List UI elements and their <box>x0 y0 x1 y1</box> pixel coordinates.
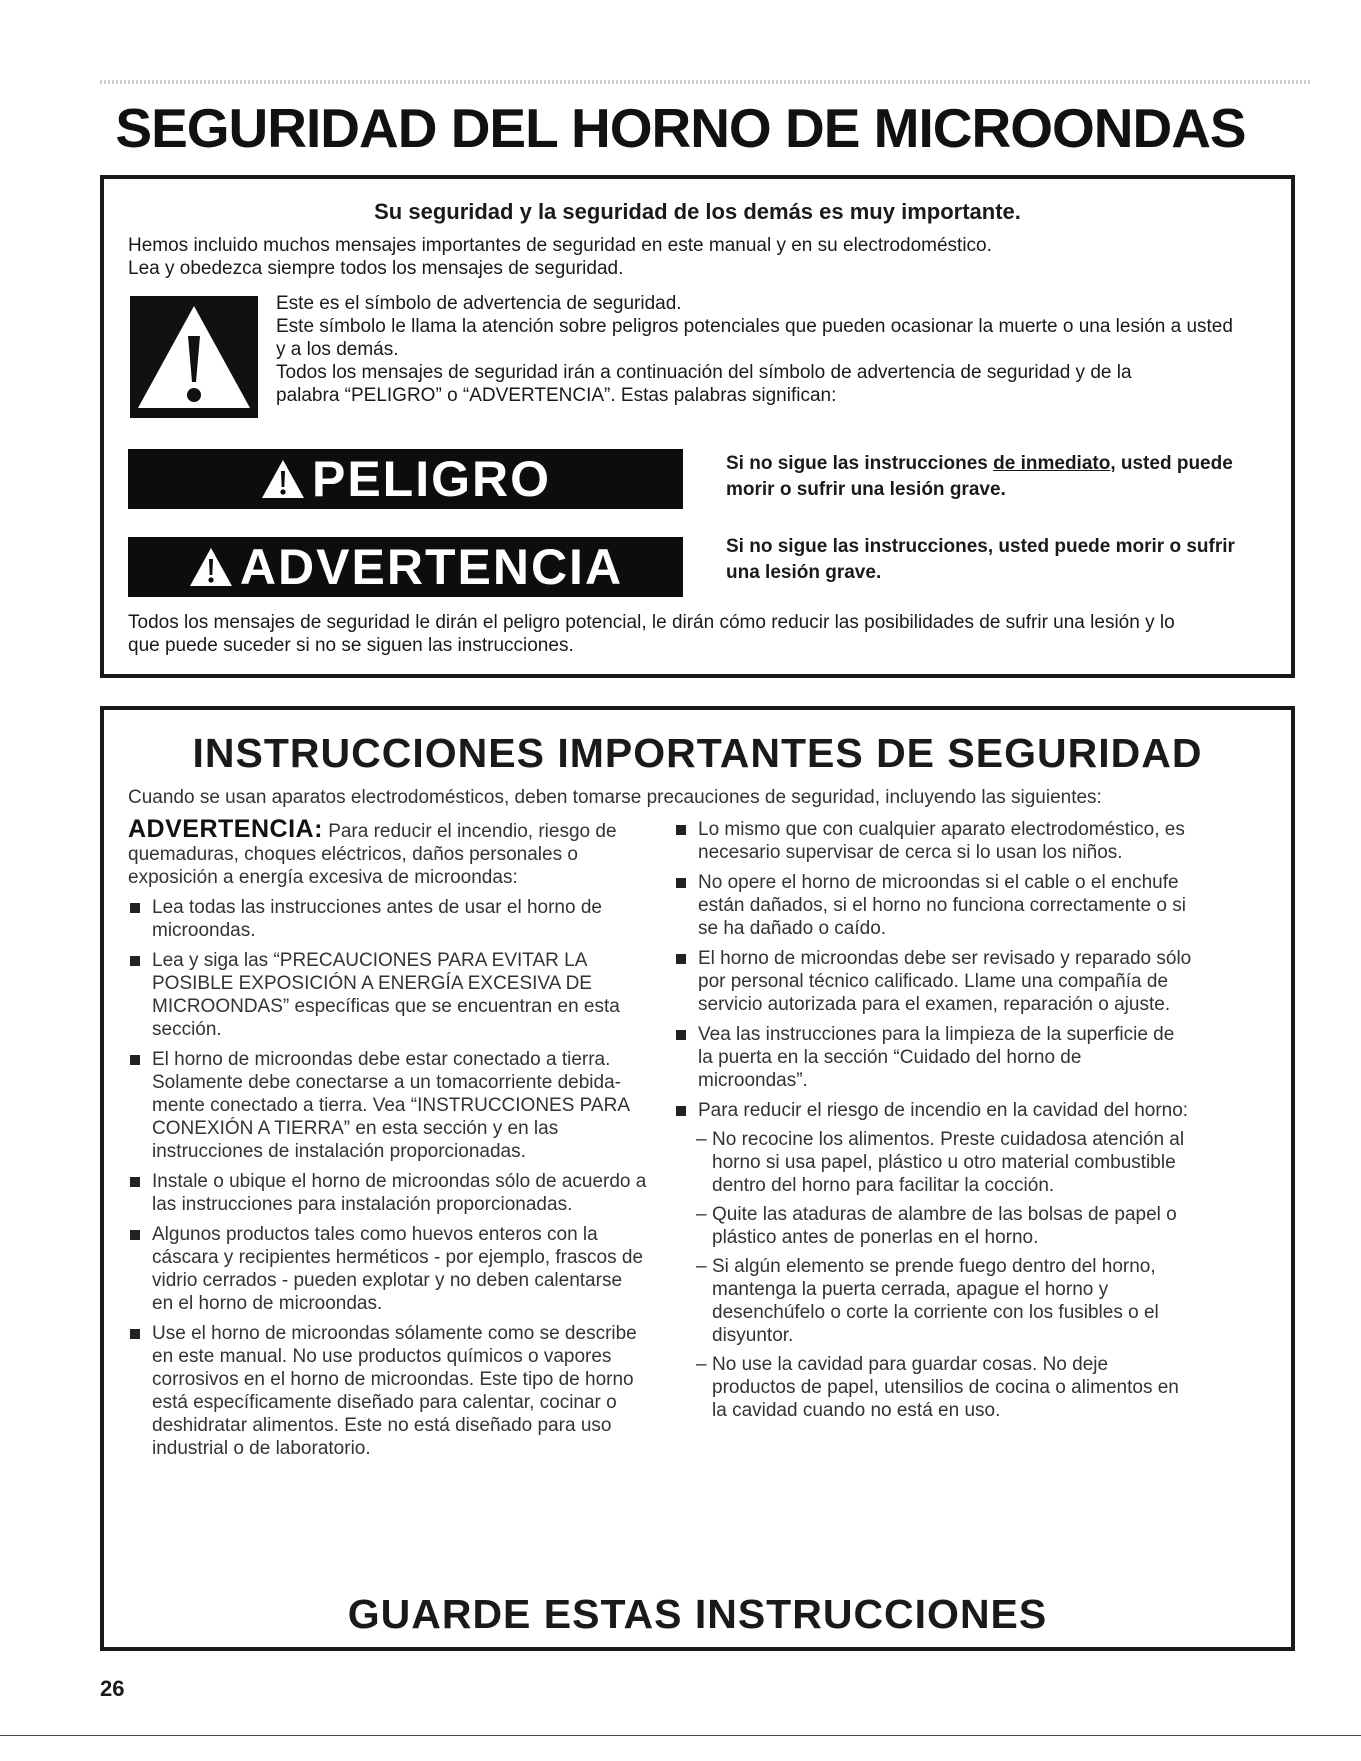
list-item: Lea y siga las “PRECAUCIONES PARA EVITAR LA POSIBLE EXPOSICIÓN A ENERGÍA EXCESIVA DE MICROONDAS” específicas que se encuentran en esta sección. <box>128 949 648 1041</box>
sub-list-item: – Quite las ataduras de alambre de las bolsas de papel o plástico antes de ponerlas en el horno. <box>696 1204 1177 1248</box>
list-item: No opere el horno de microondas si el cable o el enchufe están dañados, si el horno no funciona correctamente o si se ha dañado o caído. <box>674 871 1194 940</box>
advertencia-text: Para reducir el incendio, riesgo de quemaduras, choques eléctricos, daños personales o exposición a energía excesiva de microondas: <box>128 821 617 888</box>
bottom-rule <box>0 1735 1361 1736</box>
symbol-text-1: Este es el símbolo de advertencia de seguridad. <box>276 293 682 314</box>
important-instructions-box <box>100 706 1295 1651</box>
list-item: Algunos productos tales como huevos enteros con la cáscara y recipientes herméticos - por ejemplo, frascos de vidrio cerrados - pueden explotar y no deben calentarse en el horno de microondas. <box>128 1223 648 1315</box>
list-item: El horno de microondas debe estar conectado a tierra. Solamente debe conectarse a un tomacorriente debida-mente conectado a tierra. Vea “INSTRUCCIONES PARA CONEXIÓN A TIERRA” en esta sección y en las instrucciones de instalación proporcionadas. <box>128 1048 648 1163</box>
warning-signal-bar <box>128 537 683 597</box>
instructions-title: INSTRUCCIONES IMPORTANTES DE SEGURIDAD <box>192 730 1203 776</box>
danger-definition <box>726 451 1266 503</box>
list-item: Instale o ubique el horno de microondas sólo de acuerdo a las instrucciones para instalación proporcionadas. <box>128 1170 648 1216</box>
symbol-text-2: Este símbolo le llama la atención sobre peligros potenciales que pueden ocasionar la muerte o una lesión a usted y a los demás. <box>276 316 1233 360</box>
list-item: Use el horno de microondas sólamente como se describe en este manual. No use productos químicos o vapores corrosivos en el horno de microondas. Este tipo de horno está específicamente diseñado para calentar, cocinar o deshidratar alimentos. Este no está diseñado para uso industrial o de laboratorio. <box>128 1322 648 1460</box>
bullet-icon <box>676 878 686 888</box>
save-instructions-heading: GUARDE ESTAS INSTRUCCIONES <box>347 1591 1048 1637</box>
warning-definition: Si no sigue las instrucciones, usted puede morir o sufrir una lesión grave. <box>726 536 1235 583</box>
bullet-icon <box>676 954 686 964</box>
safety-subtitle: Su seguridad y la seguridad de los demás es muy importante. <box>374 199 1021 224</box>
danger-signal-bar <box>128 449 683 509</box>
warning-label: ADVERTENCIA <box>239 539 624 595</box>
safety-closing: Todos los mensajes de seguridad le dirán el peligro potencial, le dirán cómo reducir las posibilidades de sufrir una lesión y lo que puede suceder si no se siguen las instrucciones. <box>128 612 1175 656</box>
bullet-icon <box>130 1177 140 1187</box>
list-item: Lea todas las instrucciones antes de usar el horno de microondas. <box>128 896 648 942</box>
danger-def-post: , usted puede morir o sufrir una lesión grave. <box>726 453 1233 500</box>
danger-triangle-icon <box>260 458 306 500</box>
warning-triangle-icon <box>188 546 234 588</box>
bullet-icon <box>130 1055 140 1065</box>
bullet-icon <box>676 1106 686 1116</box>
list-item: Para reducir el riesgo de incendio en la cavidad del horno: <box>674 1099 1194 1122</box>
safety-intro-line2: Lea y obedezca siempre todos los mensajes de seguridad. <box>128 258 624 279</box>
instructions-intro: Cuando se usan aparatos electrodomésticos, deben tomarse precauciones de seguridad, incluyendo las siguientes: <box>128 787 1102 808</box>
bullet-icon <box>676 825 686 835</box>
page-number: 26 <box>100 1676 125 1701</box>
sub-list-item: – No recocine los alimentos. Preste cuidadosa atención al horno si usa papel, plástico u otro material combustible dentro del horno para facilitar la cocción. <box>696 1129 1185 1196</box>
bullet-icon <box>130 1230 140 1240</box>
bullet-icon <box>676 1030 686 1040</box>
safety-message-box <box>100 175 1295 678</box>
advertencia-lead <box>128 815 648 889</box>
list-item: Vea las instrucciones para la limpieza de la superficie de la puerta en la sección “Cuidado del horno de microondas”. <box>674 1023 1194 1092</box>
instructions-right-column <box>674 818 1194 1422</box>
advertencia-label: ADVERTENCIA: <box>128 815 323 843</box>
top-dotted-rule <box>100 80 1310 84</box>
bullet-icon <box>130 1329 140 1339</box>
list-item: El horno de microondas debe ser revisado y reparado sólo por personal técnico calificado. Llame una compañía de servicio autorizada para el examen, reparación o ajuste. <box>674 947 1194 1016</box>
bullet-icon <box>130 903 140 913</box>
list-item: Lo mismo que con cualquier aparato electrodoméstico, es necesario supervisar de cerca si lo usan los niños. <box>674 818 1194 864</box>
safety-alert-symbol-icon <box>130 296 258 418</box>
bullet-icon <box>130 956 140 966</box>
symbol-text-3: Todos los mensajes de seguridad irán a continuación del símbolo de advertencia de seguridad y de la palabra “PELIGRO” o “ADVERTENCIA”. Estas palabras significan: <box>276 362 1132 406</box>
danger-label: PELIGRO <box>311 451 552 507</box>
safety-intro-line1: Hemos incluido muchos mensajes importantes de seguridad en este manual y en su electrodoméstico. <box>128 235 992 256</box>
page-title: SEGURIDAD DEL HORNO DE MICROONDAS <box>115 97 1246 159</box>
sub-list-item: – Si algún elemento se prende fuego dentro del horno, mantenga la puerta cerrada, apague el horno y desenchúfelo o corte la corriente con los fusibles o el disyuntor. <box>696 1256 1159 1346</box>
danger-def-underlined: de inmediato <box>993 453 1111 474</box>
instructions-left-column <box>128 815 648 1460</box>
danger-def-pre: Si no sigue las instrucciones <box>726 453 994 474</box>
sub-list-item: – No use la cavidad para guardar cosas. No deje productos de papel, utensilios de cocina o alimentos en la cavidad cuando no está en uso. <box>696 1354 1179 1421</box>
